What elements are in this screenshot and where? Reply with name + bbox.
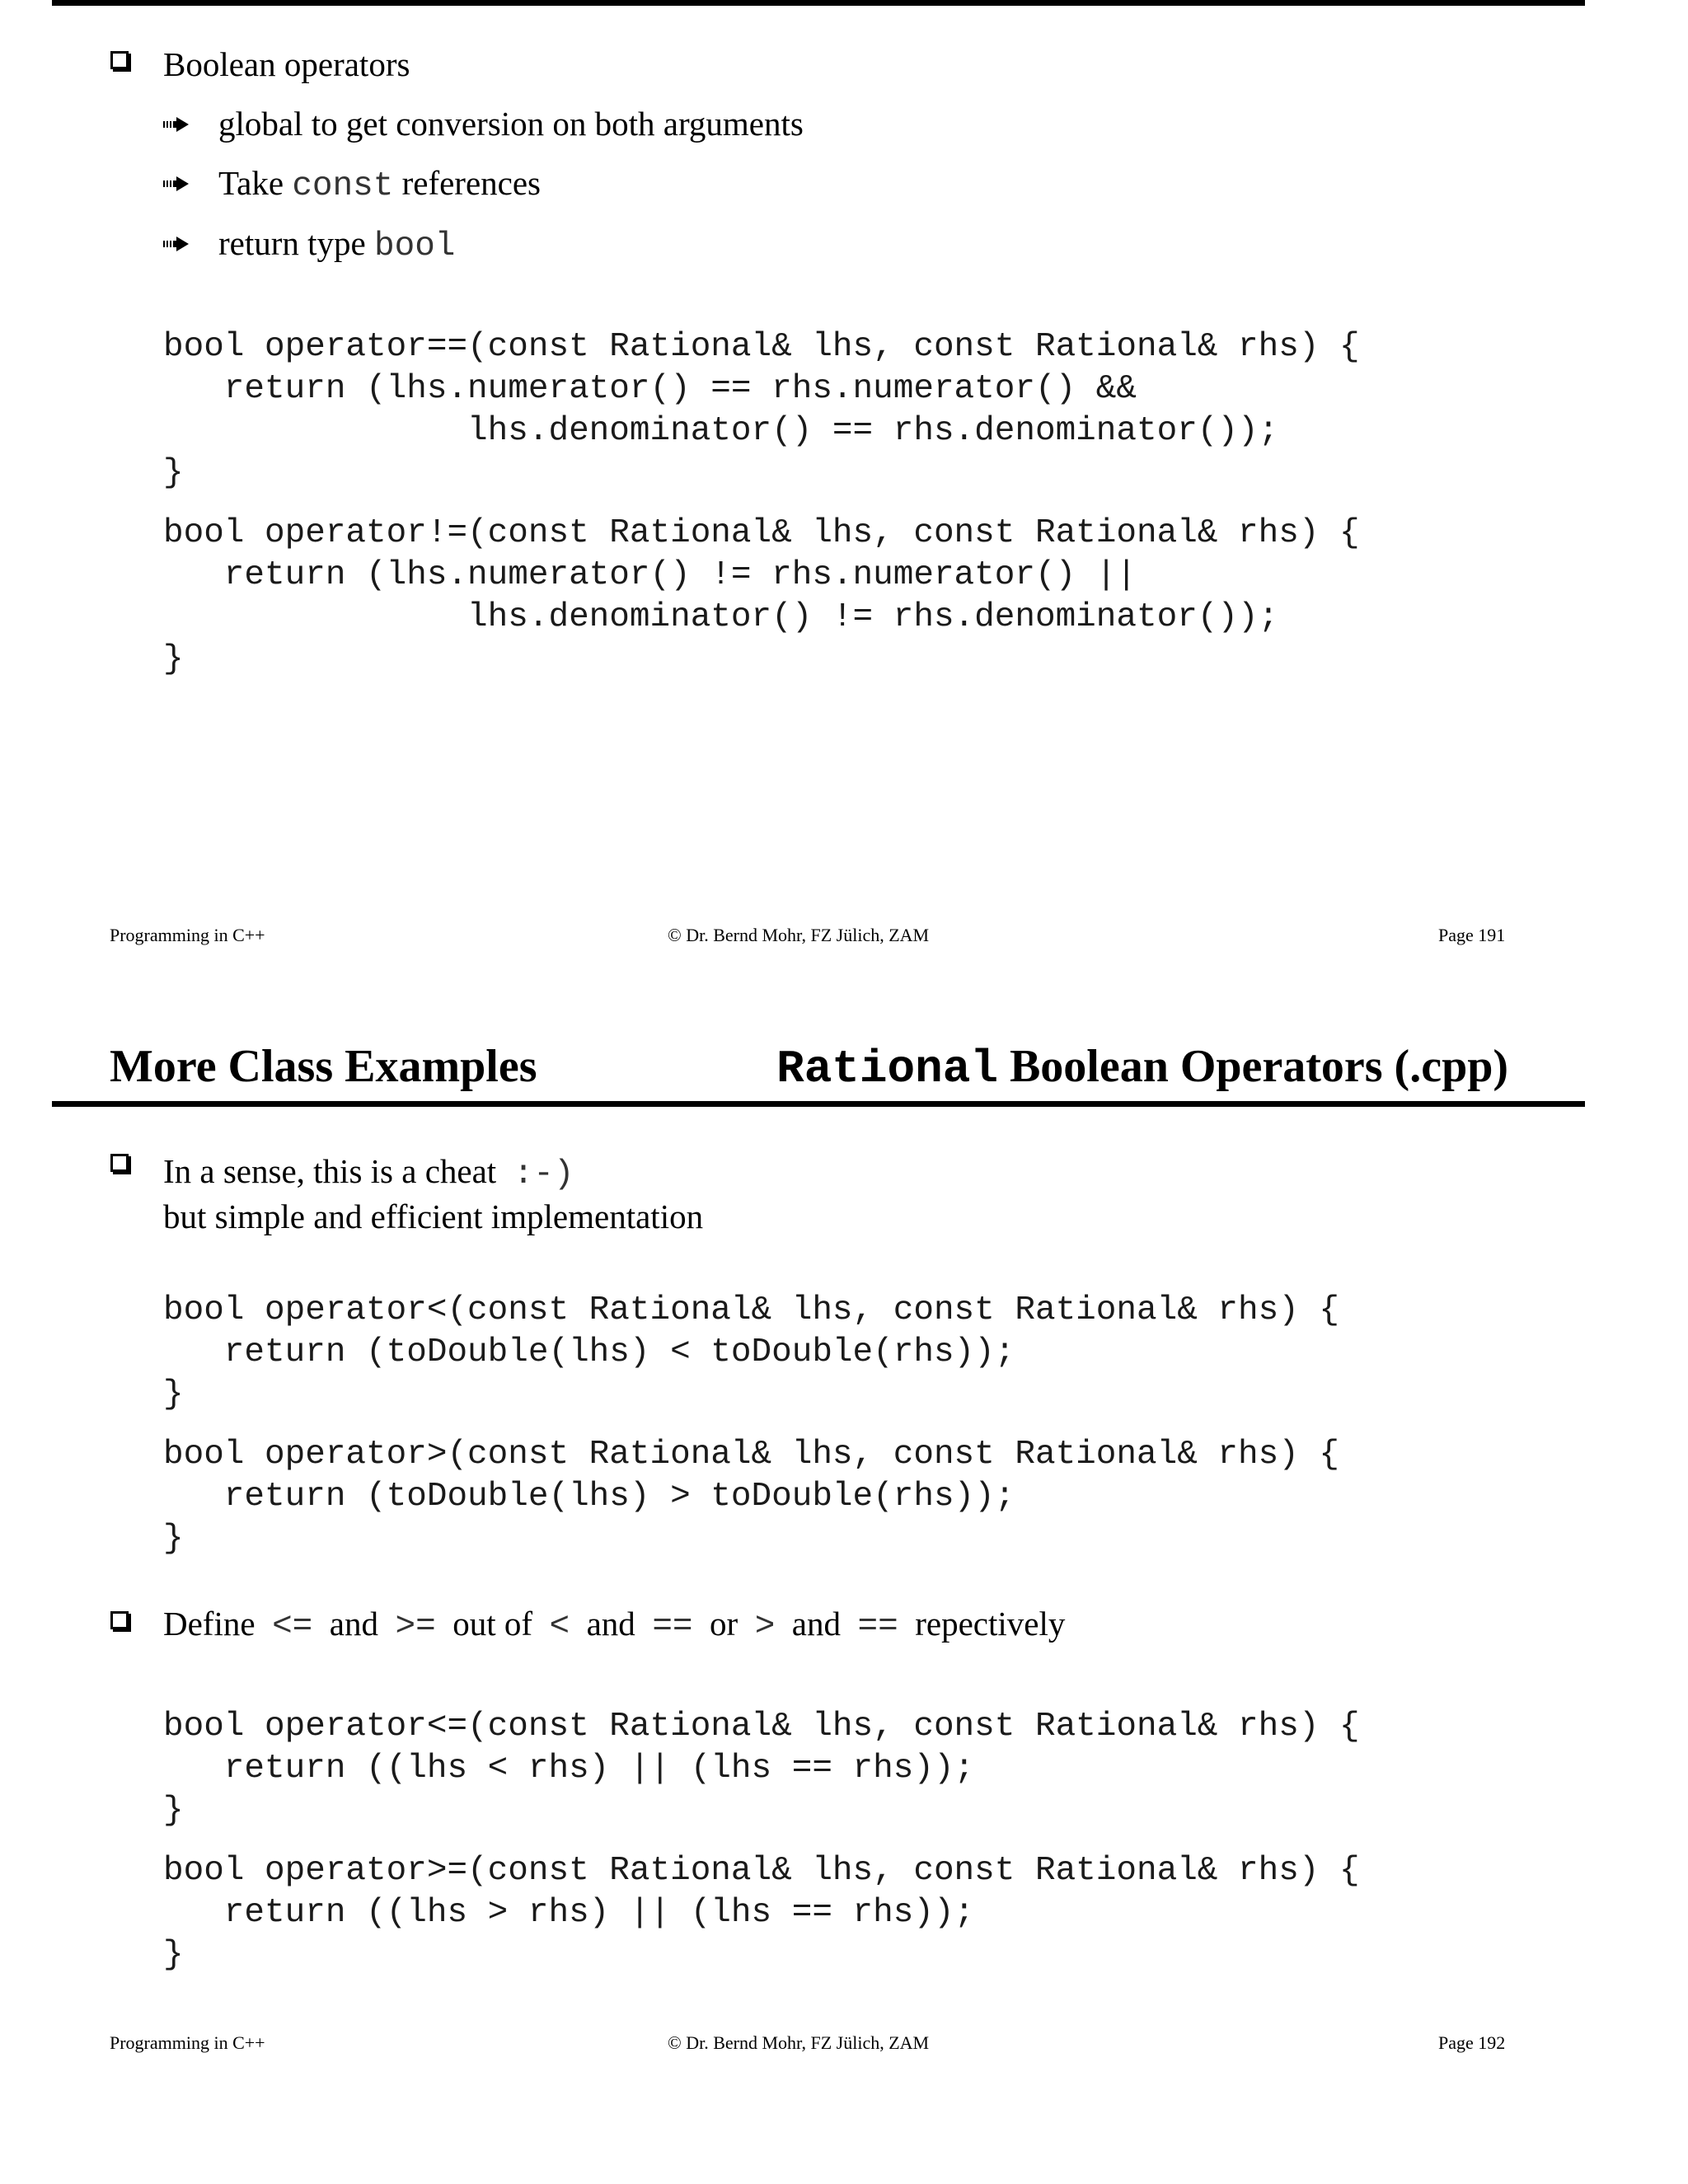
- code-operator-equal: bool operator==(const Rational& lhs, const Rational& rhs) { return (lhs.numerator() == rhs.numerator() && lhs.denominator() == rhs.denominator()); }: [163, 328, 1360, 492]
- inline-code: :-): [513, 1155, 574, 1193]
- arrow-bullet-icon: [163, 236, 190, 252]
- checkbox-bullet-icon: [110, 1154, 129, 1172]
- sub-bullet-const-references: [218, 166, 541, 204]
- sub-bullet-return-type: [218, 224, 456, 265]
- title-rule: [52, 1101, 1585, 1107]
- bullet-text: and: [791, 1605, 841, 1643]
- bullet-text: repectively: [915, 1605, 1066, 1643]
- code-operator-less-equal: bool operator<=(const Rational& lhs, const Rational& rhs) { return ((lhs < rhs) || (lhs == rhs)); }: [163, 1708, 1360, 1830]
- bullet-text: and: [586, 1605, 635, 1643]
- footer-left: Programming in C++: [110, 925, 265, 945]
- sub-bullet-global: global to get conversion on both arguments: [218, 105, 804, 143]
- bullet-cheat: [163, 1151, 703, 1238]
- inline-code: >: [754, 1608, 776, 1646]
- inline-code: <: [549, 1608, 570, 1646]
- page-title-left: More Class Examples: [110, 1041, 537, 1092]
- bullet-text: In a sense, this is a cheat: [163, 1152, 497, 1190]
- inline-code: ==: [652, 1608, 693, 1646]
- code-operator-greater-equal: bool operator>=(const Rational& lhs, const Rational& rhs) { return ((lhs > rhs) || (lhs == rhs)); }: [163, 1852, 1360, 1974]
- page-title-right: [776, 1041, 1508, 1095]
- inline-code: <=: [272, 1608, 313, 1646]
- footer-center: © Dr. Bernd Mohr, FZ Jülich, ZAM: [668, 925, 930, 945]
- bullet-boolean-operators: Boolean operators: [163, 45, 410, 83]
- sub-text: Take: [218, 164, 284, 202]
- inline-code: bool: [373, 227, 456, 265]
- inline-code: ==: [857, 1608, 898, 1646]
- bullet-text: and: [329, 1605, 378, 1643]
- inline-code: >=: [395, 1608, 436, 1646]
- title-code: Rational: [776, 1043, 998, 1095]
- checkbox-bullet-icon: [110, 1611, 129, 1629]
- code-operator-not-equal: bool operator!=(const Rational& lhs, const Rational& rhs) { return (lhs.numerator() != rhs.numerator() || lhs.denominator() != rhs.denominator()); }: [163, 514, 1360, 678]
- sub-text: references: [401, 164, 542, 202]
- checkbox-bullet-icon: [110, 51, 129, 69]
- sub-text: return type: [218, 224, 366, 262]
- bullet-define: [163, 1607, 1065, 1644]
- inline-code: const: [292, 167, 394, 205]
- bullet-text: or: [710, 1605, 738, 1643]
- title-text: Boolean Operators (.cpp): [1009, 1041, 1508, 1092]
- footer-page-number: Page 192: [1438, 2032, 1506, 2053]
- footer-center: © Dr. Bernd Mohr, FZ Jülich, ZAM: [668, 2032, 930, 2053]
- arrow-bullet-icon: [163, 176, 190, 192]
- code-operator-greater: bool operator>(const Rational& lhs, const Rational& rhs) { return (toDouble(lhs) > toDouble(rhs)); }: [163, 1436, 1340, 1558]
- footer-page-number: Page 191: [1438, 925, 1506, 945]
- footer-left: Programming in C++: [110, 2032, 265, 2053]
- top-rule: [52, 0, 1585, 6]
- bullet-text: out of: [452, 1605, 532, 1643]
- bullet-text: but simple and efficient implementation: [163, 1197, 704, 1235]
- code-operator-less: bool operator<(const Rational& lhs, const Rational& rhs) { return (toDouble(lhs) < toDouble(rhs)); }: [163, 1291, 1340, 1413]
- bullet-text: Define: [163, 1605, 256, 1643]
- arrow-bullet-icon: [163, 116, 190, 133]
